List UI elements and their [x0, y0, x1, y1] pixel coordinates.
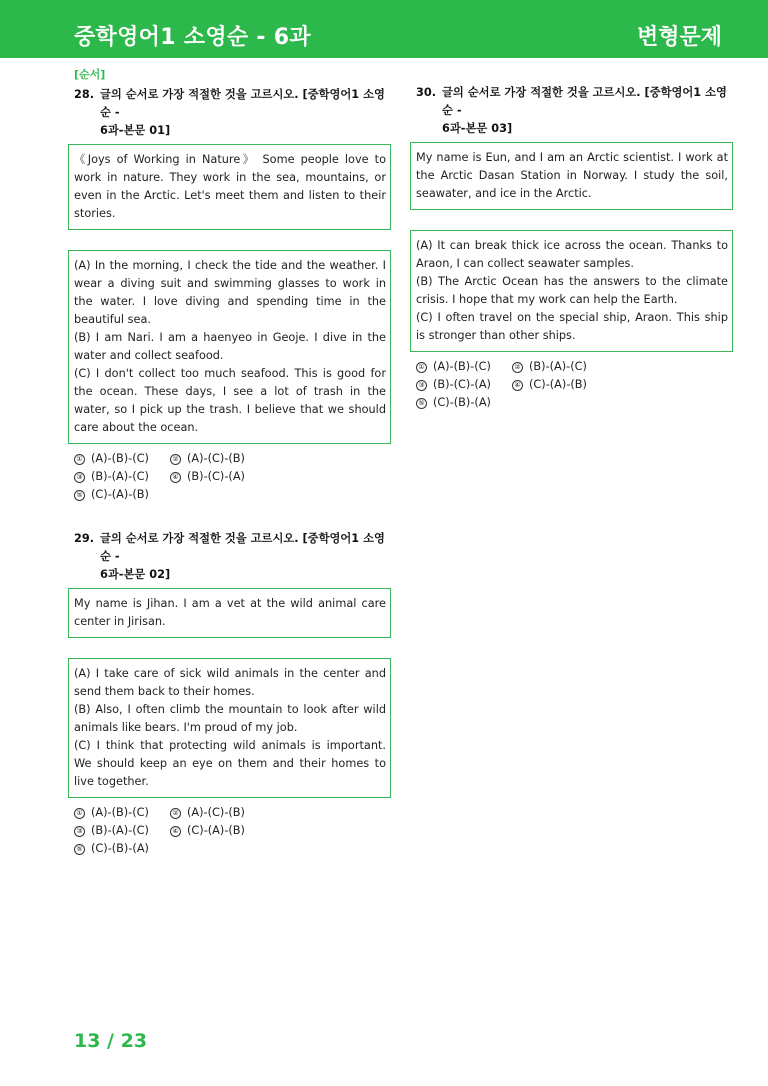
choice-2[interactable]: ② (A)-(C)-(B)	[170, 804, 245, 822]
passage-paragraph-b: (B) The Arctic Ocean has the answers to the climate crisis. I hope that my work can help the Earth.	[416, 275, 728, 306]
question-header	[68, 86, 391, 140]
question-number: 30.	[416, 86, 437, 99]
choice-3[interactable]: ③ (B)-(A)-(C)	[74, 468, 170, 486]
page-header	[0, 0, 768, 58]
passage-paragraph-a: (A) In the morning, I check the tide and the weather. I wear a diving suit and swimming glasses to work in the water. I love diving and spending time in the beautiful sea.	[74, 259, 386, 326]
choice-4[interactable]: ④ (C)-(A)-(B)	[170, 822, 245, 840]
choice-mark-2: ②	[512, 362, 523, 373]
answer-choices	[68, 450, 391, 504]
passage-paragraph-a: (A) I take care of sick wild animals in the center and send them back to their homes.	[74, 667, 386, 698]
question-number: 28.	[74, 88, 95, 101]
passage-paragraph-c: (C) I think that protecting wild animals is important. We should keep an eye on them and their homes to live together.	[74, 739, 386, 788]
page-number: 13 / 23	[74, 1030, 148, 1052]
choice-mark-4: ④	[170, 826, 181, 837]
intro-box	[68, 144, 391, 230]
intro-text: My name is Eun, and I am an Arctic scientist. I work at the Arctic Dasan Station in Norway. I study the soil, seawater, and ice in the Arctic.	[416, 151, 728, 200]
choice-mark-1: ①	[74, 808, 85, 819]
question-number: 29.	[74, 532, 95, 545]
choice-mark-4: ④	[170, 472, 181, 483]
question-text: 글의 순서로 가장 적절한 것을 고르시오. [중학영어1 소영순 -	[442, 86, 727, 117]
intro-text: My name is Jihan. I am a vet at the wild animal care center in Jirisan.	[74, 597, 386, 628]
choice-5[interactable]: ⑤ (C)-(B)-(A)	[416, 394, 512, 412]
passage-box	[68, 658, 391, 798]
header-category: 변형문제	[636, 25, 722, 50]
choice-5[interactable]: ⑤ (C)-(A)-(B)	[74, 486, 170, 504]
choice-5[interactable]: ⑤ (C)-(B)-(A)	[74, 840, 170, 858]
passage-paragraph-c: (C) I don't collect too much seafood. This is good for the ocean. These days, I see a lot of trash in the water, so I pick up the trash. I believe that we should care about the ocean.	[74, 367, 386, 434]
answer-choices	[68, 804, 391, 858]
passage-paragraph-b: (B) Also, I often climb the mountain to look after wild animals like bears. I'm proud of my job.	[74, 703, 386, 734]
choice-mark-1: ①	[416, 362, 427, 373]
passage-paragraph-a: (A) It can break thick ice across the ocean. Thanks to Araon, I can collect seawater samples.	[416, 239, 728, 270]
left-column	[68, 66, 391, 858]
choice-1[interactable]: ① (A)-(B)-(C)	[416, 358, 512, 376]
choice-3[interactable]: ③ (B)-(C)-(A)	[416, 376, 512, 394]
choice-mark-3: ③	[74, 826, 85, 837]
passage-box	[68, 250, 391, 444]
choice-mark-5: ⑤	[74, 490, 85, 501]
question-text: 글의 순서로 가장 적절한 것을 고르시오. [중학영어1 소영순 -	[100, 532, 385, 563]
header-title: 중학영어1 소영순 - 6과	[74, 25, 311, 50]
passage-paragraph-c: (C) I often travel on the special ship, Araon. This ship is stronger than other ships.	[416, 311, 728, 342]
choice-1[interactable]: ① (A)-(B)-(C)	[74, 450, 170, 468]
choice-3[interactable]: ③ (B)-(A)-(C)	[74, 822, 170, 840]
choice-mark-2: ②	[170, 454, 181, 465]
choice-1[interactable]: ① (A)-(B)-(C)	[74, 804, 170, 822]
question-source: 6과-본문 02]	[100, 568, 171, 581]
question-source: 6과-본문 01]	[100, 124, 171, 137]
question-header	[68, 530, 391, 584]
choice-mark-4: ④	[512, 380, 523, 391]
choice-2[interactable]: ② (A)-(C)-(B)	[170, 450, 245, 468]
passage-paragraph-b: (B) I am Nari. I am a haenyeo in Geoje. I dive in the water and collect seafood.	[74, 331, 386, 362]
passage-box	[410, 230, 733, 352]
choice-mark-1: ①	[74, 454, 85, 465]
question-header	[410, 84, 733, 138]
answer-choices	[410, 358, 733, 412]
choice-4[interactable]: ④ (C)-(A)-(B)	[512, 376, 587, 394]
choice-mark-5: ⑤	[74, 844, 85, 855]
intro-text: 《Joys of Working in Nature》 Some people love to work in nature. They work in the sea, mountains, or even in the Arctic. Let's meet them and listen to their stories.	[74, 153, 386, 220]
question-text: 글의 순서로 가장 적절한 것을 고르시오. [중학영어1 소영순 -	[100, 88, 385, 119]
choice-mark-3: ③	[416, 380, 427, 391]
choice-mark-5: ⑤	[416, 398, 427, 409]
right-column	[410, 84, 733, 412]
choice-2[interactable]: ② (B)-(A)-(C)	[512, 358, 587, 376]
intro-box	[410, 142, 733, 210]
choice-4[interactable]: ④ (B)-(C)-(A)	[170, 468, 245, 486]
choice-mark-3: ③	[74, 472, 85, 483]
section-tag: [순서]	[74, 68, 106, 81]
choice-mark-2: ②	[170, 808, 181, 819]
intro-box	[68, 588, 391, 638]
question-source: 6과-본문 03]	[442, 122, 513, 135]
